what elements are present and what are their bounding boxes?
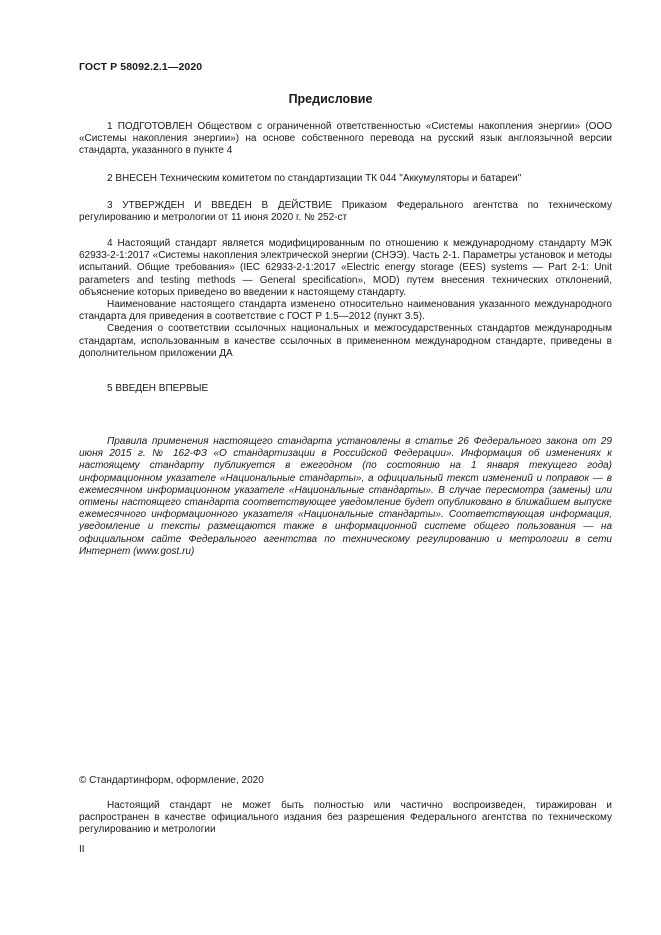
reproduction-notice	[79, 800, 612, 837]
application-rules-notice	[79, 436, 612, 558]
page-title: Предисловие	[288, 92, 373, 106]
item-1	[79, 121, 612, 158]
item-1-text: 1 ПОДГОТОВЛЕН Обществом с ограниченной ответственностью «Системы накопления энергии» (ООО «Системы накопления энергии») на основе собственного перевода на русский язык англоязычной версии стандарта, указанного в пункте 4	[79, 121, 612, 157]
item-4	[79, 238, 612, 360]
reproduction-text: Настоящий стандарт не может быть полностью или частично воспроизведен, тиражирован и распространен в качестве официального издания без разрешения Федерального агентства по техническому регулированию и метрологии	[79, 800, 612, 836]
page-number: II	[79, 844, 85, 855]
item-4-references-note: Сведения о соответствии ссылочных национальных и межгосударственных стандартов международным стандартам, использованным в качестве ссылочных в примененном международном стандарте, приведены в дополнительном приложении ДА	[79, 323, 612, 359]
copyright-line: © Стандартинформ, оформление, 2020	[79, 775, 264, 786]
item-3-text: 3 УТВЕРЖДЕН И ВВЕДЕН В ДЕЙСТВИЕ Приказом Федерального агентства по техническому регулированию и метрологии от 11 июня 2020 г. № 252-ст	[79, 200, 612, 224]
item-5-text: 5 ВВЕДЕН ВПЕРВЫЕ	[107, 383, 209, 394]
item-4-text: 4 Настоящий стандарт является модифицированным по отношению к международному стандарту МЭК 62933-2-1:2017 «Системы накопления электрической энергии (СНЭЭ). Часть 2-1. Параметры установок и методы испытаний. Общие требования» (IEC 62933-2-1:2017 «Electric energy storage (EES) systems — Part 2-1: Unit parameters and testing methods — General specification», MOD) путем внесения технических отклонений, объяснение которых приведено во введении к настоящему стандарту.	[79, 238, 612, 298]
copyright-block	[79, 775, 612, 787]
item-3	[79, 200, 612, 224]
item-2-text: 2 ВНЕСЕН Техническим комитетом по стандартизации ТК 044 "Аккумуляторы и батареи"	[107, 173, 522, 184]
item-2	[79, 173, 612, 185]
notice-text: Правила применения настоящего стандарта установлены в статье 26 Федерального закона от 29 июня 2015 г. № 162-ФЗ «О стандартизации в Российской Федерации». Информация об изменениях к настоящему стандарту публикуется в ежегодном (по состоянию на 1 января текущего года) информационном указателе «Национальные стандарты», а официальный текст изменений и поправок — в ежемесячном информационном указателе «Национальные стандарты». В случае пересмотра (замены) или отмены настоящего стандарта соответствующее уведомление будет опубликовано в ближайшем выпуске ежемесячного информационного указателя «Национальные стандарты». Соответствующая информация, уведомление и тексты размещаются также в информационной системе общего пользования — на официальном сайте Федерального агентства по техническому регулированию и метрологии в сети Интернет (www.gost.ru)	[79, 436, 612, 557]
item-4-title-note: Наименование настоящего стандарта изменено относительно наименования указанного международного стандарта для приведения в соответствие с ГОСТ Р 1.5—2012 (пункт 3.5).	[79, 299, 612, 323]
item-5	[79, 383, 612, 395]
document-code: ГОСТ Р 58092.2.1—2020	[79, 61, 203, 73]
